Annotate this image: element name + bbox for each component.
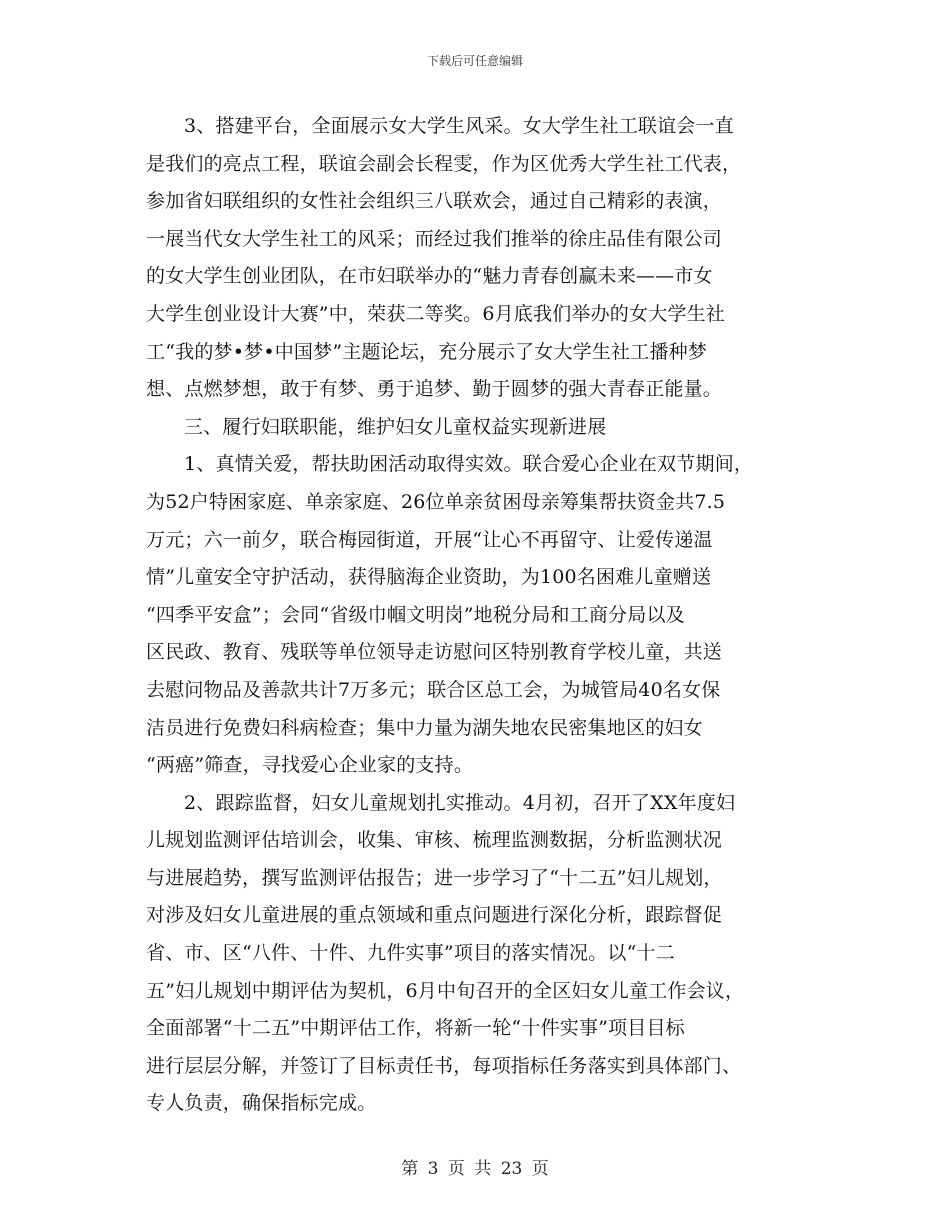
document-body [146, 108, 816, 1123]
paragraph-line: 省、市、区“八件、十件、九件实事”项目的落实情况。以“十二 [146, 942, 675, 965]
paragraph-line: 万元；六一前夕，联合梅园街道，开展“让心不再留守、让爱传递温 [146, 528, 713, 551]
paragraph-line: 3、搭建平台，全面展示女大学生风采。女大学生社工联谊会一直 [184, 115, 734, 137]
page-header-note: 下载后可任意编辑 [426, 54, 523, 68]
paragraph-line: 区民政、教育、残联等单位领导走访慰问区特别教育学校儿童，共送 [146, 641, 723, 664]
section-heading: 三、履行妇联职能，维护妇女儿童权益实现新进展 [184, 415, 607, 438]
paragraph-line: 是我们的亮点工程，联谊会副会长程雯，作为区优秀大学生社工代表， [146, 152, 742, 175]
paragraph-line: 大学生创业设计大赛”中，荣获二等奖。6月底我们举办的女大学生社 [146, 302, 726, 325]
paragraph-line: 全面部署“十二五”中期评估工作，将新一轮“十件实事”项目目标 [146, 1017, 685, 1040]
paragraph-line: 工“我的梦•梦•中国梦”主题论坛，充分展示了女大学生社工播种梦 [146, 340, 708, 363]
paragraph-line: 1、真情关爱，帮扶助困活动取得实效。联合爱心企业在双节期间， [184, 453, 754, 476]
paragraph-line: 去慰问物品及善款共计7万多元；联合区总工会，为城管局40名女保 [146, 678, 721, 701]
paragraph-line: 专人负责，确保指标完成。 [146, 1092, 377, 1115]
page-number: 第 3 页 共 23 页 [401, 1159, 549, 1179]
paragraph-line: 儿规划监测评估培训会，收集、审核、梳理监测数据，分析监测状况 [146, 829, 723, 852]
paragraph-line: 为52户特困家庭、单亲家庭、26位单亲贫困母亲筹集帮扶资金共7.5 [146, 490, 726, 513]
paragraph-line: 五”妇儿规划中期评估为契机，6月中旬召开的全区妇女儿童工作会议， [146, 979, 745, 1002]
paragraph-line: 情”儿童安全守护活动，获得脑海企业资助，为100名困难儿童赠送 [146, 566, 712, 589]
paragraph-line: 与进展趋势，撰写监测评估报告；进一步学习了“十二五”妇儿规划， [146, 866, 723, 889]
paragraph-line: 对涉及妇女儿童进展的重点领域和重点问题进行深化分析，跟踪督促 [146, 904, 723, 927]
paragraph-line: 进行层层分解，并签订了目标责任书，每项指标任务落实到具体部门、 [146, 1054, 742, 1077]
paragraph-line: 参加省妇联组织的女性社会组织三八联欢会，通过自己精彩的表演， [146, 190, 723, 213]
paragraph-line: 的女大学生创业团队，在市妇联举办的“魅力青春创赢未来——市女 [146, 265, 713, 288]
paragraph-line: 想、点燃梦想，敢于有梦、勇于追梦、勤于圆梦的强大青春正能量。 [146, 378, 723, 401]
paragraph-line: 一展当代女大学生社工的风采；而经过我们推举的徐庄品佳有限公司 [146, 227, 723, 250]
paragraph-line: “两癌”筛查，寻找爱心企业家的支持。 [146, 754, 474, 777]
paragraph-line: “四季平安盒”；会同“省级巾帼文明岗”地税分局和工商分局以及 [146, 603, 685, 626]
paragraph-line: 2、跟踪监督，妇女儿童规划扎实推动。4月初，召开了XX年度妇 [184, 791, 736, 814]
paragraph-line: 洁员进行免费妇科病检查；集中力量为湖失地农民密集地区的妇女 [146, 716, 703, 739]
